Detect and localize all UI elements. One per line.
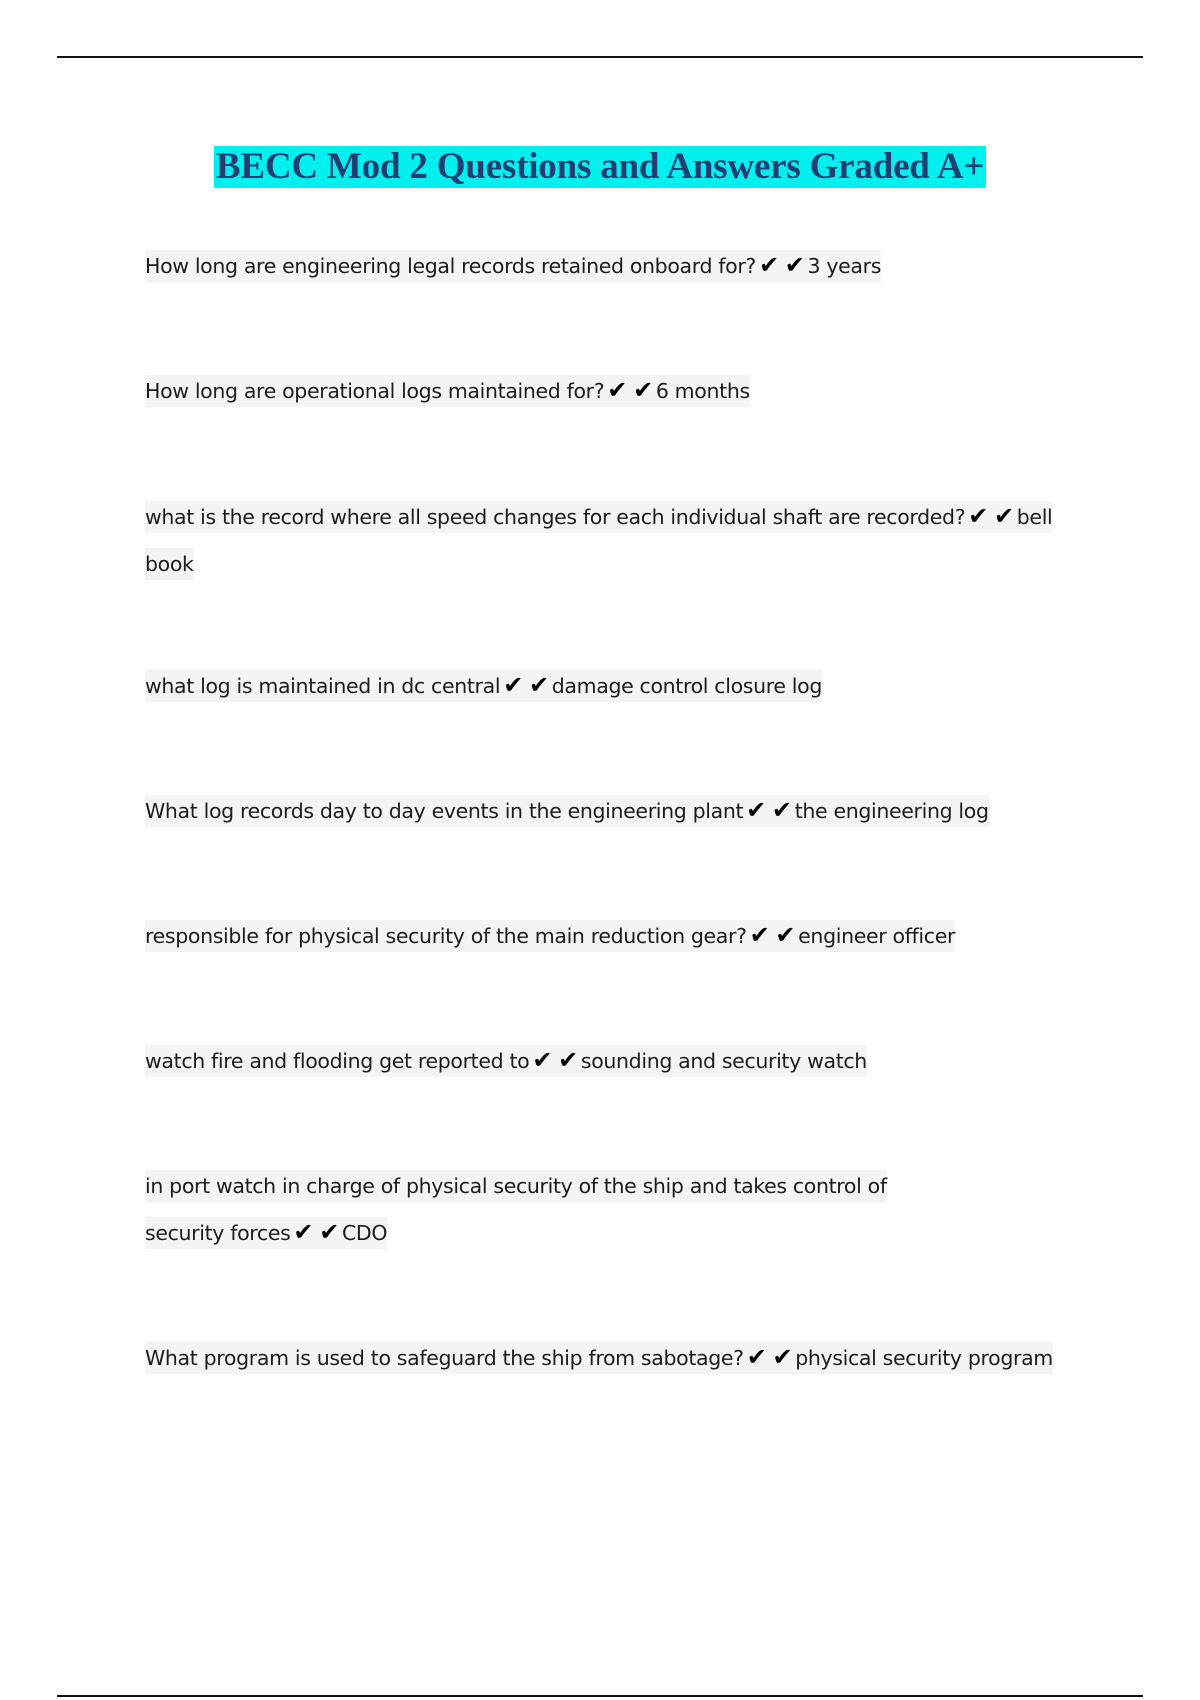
check-mark-icon: ✔ xyxy=(319,1218,339,1246)
check-mark-icon: ✔ xyxy=(532,1046,553,1074)
answer-text: CDO xyxy=(341,1221,388,1245)
qa-item xyxy=(145,1038,1075,1085)
qa-item xyxy=(145,788,1075,835)
bottom-rule xyxy=(57,1695,1143,1697)
check-mark-icon: ✔ xyxy=(758,251,779,279)
question-text: what is the record where all speed changes for each individual shaft are recorded? xyxy=(145,505,966,529)
title-container xyxy=(0,146,1200,188)
answer-text: 6 months xyxy=(655,379,750,403)
check-mark-icon: ✔ xyxy=(775,921,796,949)
answer-text: bell book xyxy=(145,505,1053,576)
check-mark-icon: ✔ xyxy=(293,1218,314,1246)
check-mark-icon: ✔ xyxy=(784,251,805,279)
answer-text: physical security program xyxy=(795,1346,1053,1370)
qa-item xyxy=(145,913,1075,960)
answer-text: sounding and security watch xyxy=(580,1049,867,1073)
qa-item xyxy=(145,243,1075,290)
check-mark-icon: ✔ xyxy=(503,671,523,699)
check-mark-icon: ✔ xyxy=(968,502,988,530)
check-mark-icon: ✔ xyxy=(749,921,770,949)
qa-item xyxy=(145,368,1075,415)
qa-item xyxy=(145,663,1075,710)
question-text: How long are operational logs maintained for? xyxy=(145,379,605,403)
question-text: responsible for physical security of the main reduction gear? xyxy=(145,924,747,948)
answer-text: 3 years xyxy=(807,254,882,278)
qa-item xyxy=(145,494,1075,588)
check-mark-icon: ✔ xyxy=(771,796,792,824)
question-text: What log records day to day events in the engineering plant xyxy=(145,799,744,823)
check-mark-icon: ✔ xyxy=(746,796,766,824)
document-title: BECC Mod 2 Questions and Answers Graded A+ xyxy=(215,146,985,187)
question-text: in port watch in charge of physical security of the ship and takes control of security forces xyxy=(145,1174,887,1245)
check-mark-icon: ✔ xyxy=(772,1343,793,1371)
answer-text: engineer officer xyxy=(798,924,956,948)
question-text: How long are engineering legal records retained onboard for? xyxy=(145,254,756,278)
check-mark-icon: ✔ xyxy=(746,1343,767,1371)
qa-item xyxy=(145,1163,965,1257)
check-mark-icon: ✔ xyxy=(607,376,628,404)
check-mark-icon: ✔ xyxy=(558,1046,578,1074)
check-mark-icon: ✔ xyxy=(633,376,653,404)
check-mark-icon: ✔ xyxy=(994,502,1014,530)
answer-text: the engineering log xyxy=(794,799,989,823)
question-text: what log is maintained in dc central xyxy=(145,674,501,698)
answer-text: damage control closure log xyxy=(551,674,822,698)
question-text: What program is used to safeguard the ship from sabotage? xyxy=(145,1346,744,1370)
question-text: watch fire and flooding get reported to xyxy=(145,1049,530,1073)
check-mark-icon: ✔ xyxy=(528,671,549,699)
qa-item xyxy=(145,1335,1105,1382)
top-rule xyxy=(57,56,1143,58)
